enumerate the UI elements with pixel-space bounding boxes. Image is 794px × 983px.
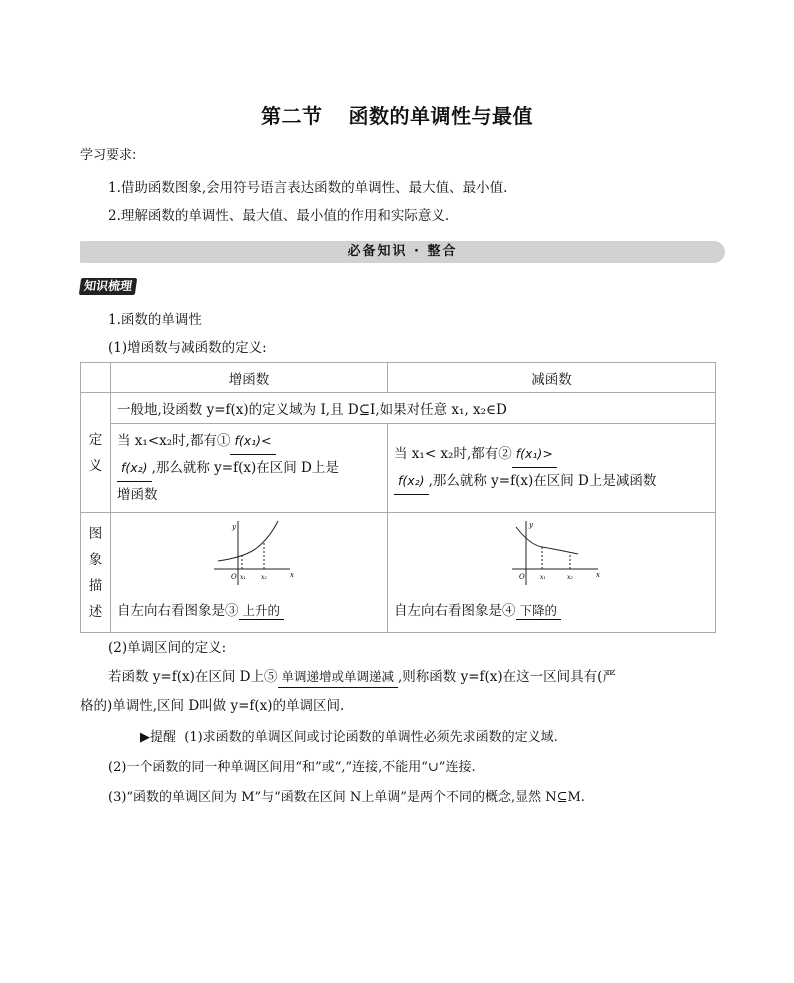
- sub2-heading: (2)单调区间的定义:: [108, 640, 227, 656]
- increasing-description: 自左向右看图象是③: [117, 603, 239, 619]
- answer-rising: 上升的: [239, 601, 285, 620]
- increasing-definition: 当 x₁<x₂时,都有① f(x₁)< f(x₂) ,那么就称 y=f(x)在区间 D上是 增函数: [111, 424, 388, 513]
- axis-x-label: x: [290, 571, 294, 579]
- blank-1b: f(x₂): [117, 455, 152, 482]
- definition-label: 定义: [81, 393, 111, 513]
- increasing-graph: [206, 517, 296, 587]
- axis-x-label-2: x: [596, 571, 600, 579]
- increasing-graph-cell: [111, 513, 388, 633]
- col-header-increasing: 增函数: [111, 363, 388, 393]
- decreasing-definition: 当 x₁< x₂时,都有② f(x₁)> f(x₂) ,那么就称 y=f(x)在区间 D上是减函数: [388, 424, 716, 513]
- graph-label: 图象描述: [81, 513, 111, 633]
- tip-label: ▶提醒: [140, 730, 176, 745]
- col-header-decreasing: 减函数: [388, 363, 716, 393]
- page-title: [0, 100, 794, 129]
- blank-2: f(x₁)>: [512, 441, 557, 468]
- knowledge-tag: 知识梳理: [79, 278, 137, 295]
- x2-label-2: x₂: [567, 574, 573, 581]
- interval-line-2: 格的)单调性,区间 D叫做 y=f(x)的单调区间.: [80, 698, 345, 714]
- blank-1: f(x₁)<: [230, 428, 275, 455]
- sub1-heading: (1)增函数与减函数的定义:: [108, 340, 267, 356]
- definition-table: [80, 362, 716, 633]
- blank-5: 单调递增或单调递减: [278, 667, 399, 688]
- interval-line-1: 若函数 y=f(x)在区间 D上⑤ 单调递增或单调递减 ,则称函数 y=f(x)在这一区间具有(严: [108, 667, 616, 688]
- requirement-item-2: 2.理解函数的单调性、最大值、最小值的作用和实际意义.: [108, 208, 450, 224]
- answer-falling: 下降的: [516, 601, 562, 620]
- title-part2: 函数的单调性与最值: [348, 104, 533, 128]
- origin-label: O: [231, 573, 237, 581]
- requirements-heading: 学习要求:: [80, 148, 137, 163]
- section1-heading: 1.函数的单调性: [108, 312, 202, 328]
- decreasing-description: 自左向右看图象是④: [394, 603, 516, 619]
- decreasing-graph-cell: [388, 513, 716, 633]
- axis-y-label-2: y: [529, 521, 533, 529]
- x2-label: x₂: [261, 574, 267, 581]
- decreasing-graph: [508, 517, 608, 587]
- blank-2b: f(x₂): [394, 468, 429, 495]
- title-part1: 第二节: [261, 104, 323, 128]
- axis-y-label: y: [232, 523, 236, 531]
- x1-label-2: x₁: [540, 574, 546, 581]
- section-banner: 必备知识 · 整合: [80, 241, 725, 263]
- common-condition: 一般地,设函数 y=f(x)的定义域为 I,且 D⊆I,如果对任意 x₁, x₂∈D: [111, 393, 716, 424]
- origin-label-2: O: [519, 573, 525, 581]
- tip-line-3: (3)“函数的单调区间为 M”与“函数在区间 N上单调”是两个不同的概念,显然 N⊆M.: [108, 790, 585, 805]
- x1-label: x₁: [240, 574, 246, 581]
- tip-line-1: ▶提醒 (1)求函数的单调区间或讨论函数的单调性必须先求函数的定义域.: [140, 730, 558, 745]
- tip-line-2: (2)一个函数的同一种单调区间用“和”或“,”连接,不能用“∪”连接.: [108, 760, 476, 775]
- requirement-item-1: 1.借助函数图象,会用符号语言表达函数的单调性、最大值、最小值.: [108, 180, 508, 196]
